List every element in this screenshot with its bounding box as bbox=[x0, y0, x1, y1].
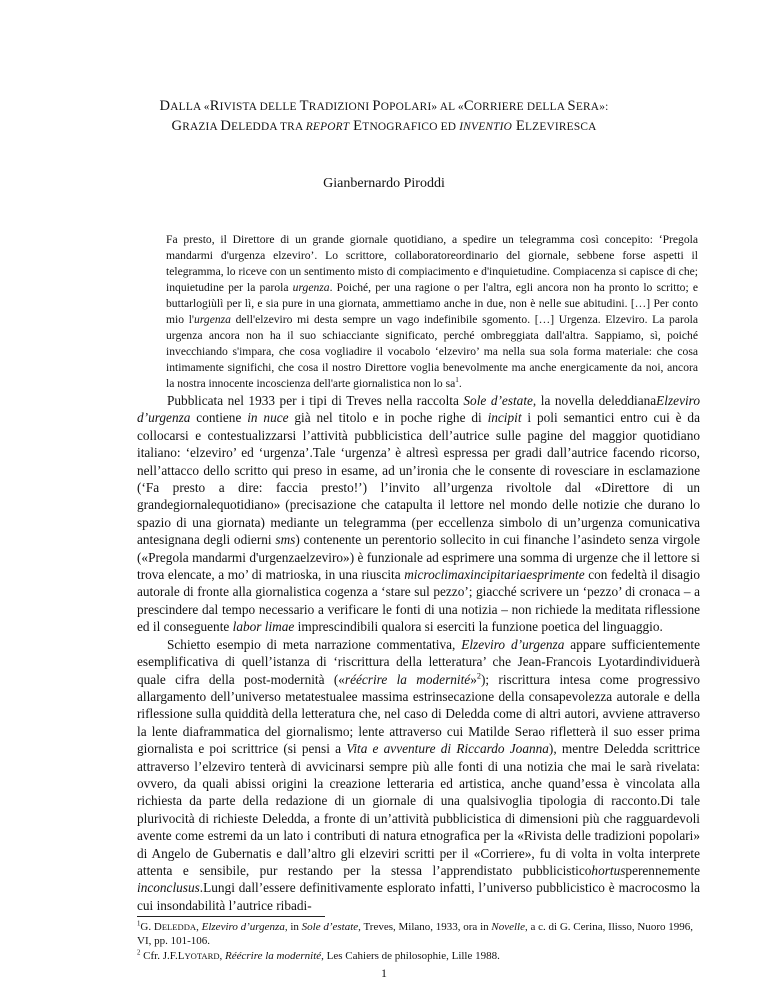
footnotes bbox=[137, 920, 700, 964]
footnote-number: 1 bbox=[137, 920, 141, 928]
body-text: contiene bbox=[190, 410, 248, 426]
author-name: Gianbernardo Piroddi bbox=[323, 176, 445, 191]
title-smallcaps: ORRIERE DELLA bbox=[473, 101, 568, 113]
footnote-ref-1[interactable]: 1 bbox=[455, 376, 459, 385]
footnote-text: D bbox=[153, 921, 162, 933]
body-text: Pubblicata nel 1933 per i tipi di Treves nella raccolta bbox=[167, 393, 464, 408]
body-text: appare sufficientemente esemplificativa di quell’istanza di ‘riscrittura della letteratura’ che Jean-Francois Lyotardindividuerà quale cifra della post-modernità (« bbox=[137, 636, 700, 687]
footnote-italic: Novelle bbox=[491, 921, 525, 933]
quote-text: Fa presto, il Direttore di un grande giornale quotidiano, a spedire un telegramma così concepito: ‘Pregola mandarmi d'urgenza elzeviro’. Lo scrittore, collaboratoreordinario del giornale, sebbene forse aspetti il telegramma, lo riceve con un sentimento misto di compiacimento e d'inquietudine. Compiacenza si capisce di che; inquietudine per la parola bbox=[166, 233, 698, 294]
title-smallcaps: LZEVIRESCA bbox=[525, 121, 597, 133]
quote-text: dell'elzeviro mi desta sempre un vago indefinibile sgomento. […] Urgenza. Elzeviro. La parola urgenza ancora non ha il suo schiacciante significato, perché ombreggiata dall'altra. Sappiamo, sì, poiché invecchiando s'impara, che cosa vogliadire il vocabolo ‘elzeviro’ ma nella sua sola forma materiale: che cosa intimamente significhi, che cosa il nostro Direttore voglia benevolmente ma anche energicamente da noi, ancora la nostra innocente incoscienza dell'arte giornalistica non lo sa bbox=[166, 313, 698, 390]
body-italic: réécrire la modernité bbox=[344, 671, 471, 687]
title-text: C bbox=[463, 98, 474, 114]
body-italic: sms bbox=[275, 532, 296, 548]
quote-text: . bbox=[458, 377, 462, 390]
body-italic: Sole d’estate bbox=[463, 393, 533, 408]
body-italic: Elzeviro d’urgenza bbox=[137, 393, 700, 426]
title-text: D bbox=[159, 98, 171, 114]
footnote-text: , a c. di G. Cerina, Ilisso, Nuoro 1996, VI, pp. 101-106. bbox=[137, 921, 694, 947]
footnote-smallcaps: ELEDDA bbox=[161, 922, 197, 932]
title-text: T bbox=[299, 98, 309, 114]
title-smallcaps: IVISTA DELLE bbox=[219, 101, 300, 113]
title-smallcaps: RADIZIONI bbox=[308, 101, 373, 113]
footnote-text: , Les Cahiers de philosophie, Lille 1988. bbox=[321, 950, 500, 962]
footnote-text: G. bbox=[140, 921, 154, 933]
body-text: imprescindibili qualora si eserciti la funzione poetica del linguaggio. bbox=[294, 619, 663, 635]
title-smallcaps: RAZIA bbox=[182, 121, 221, 133]
title-text: S bbox=[567, 98, 576, 114]
body-italic: Vita e avventure di Riccardo Joanna bbox=[346, 741, 549, 757]
body-text: ) contenente un perentorio sollecito in cui finanche l’asindeto senza virgole («Pregola mandarmi d'urgenzaelzeviro») è funzionale ad esprimere una somma di urgenze che il lettore si trova elencate, a mo’ di matrioska, in una riuscita bbox=[137, 532, 700, 583]
footnote-text: , bbox=[219, 950, 226, 962]
body-text: già nel titolo e in poche righe di bbox=[288, 410, 488, 426]
title-text: E bbox=[349, 118, 363, 134]
body-text: perennemente bbox=[625, 862, 700, 878]
body-italic: inconclusus bbox=[137, 880, 200, 896]
body-italic: in nuce bbox=[247, 410, 289, 426]
footnote-1 bbox=[137, 920, 700, 948]
body-italic: hortus bbox=[591, 862, 626, 878]
footnote-2 bbox=[137, 949, 700, 963]
title-smallcaps: TNOGRAFICO ED bbox=[362, 121, 460, 133]
body-text: Schietto esempio di meta narrazione commentativa, bbox=[167, 636, 462, 652]
quote-text: . Poiché, per una ragione o per l'altra, egli ancora non ha pronto lo scritto; e buttarlogiùlì per lì, e sia pure in una giornata, ammettiamo anche in due, non è nelle sue abitudini. […] Per conto mio l' bbox=[166, 281, 698, 326]
title-smallcaps: OPOLARI» AL « bbox=[380, 101, 464, 113]
title-text: E bbox=[512, 118, 526, 134]
title-text: P bbox=[372, 98, 381, 114]
body-italic: labor limae bbox=[232, 619, 295, 635]
page-number: 1 bbox=[381, 966, 387, 980]
title-smallcaps: ALLA « bbox=[170, 101, 210, 113]
title-text: G bbox=[171, 118, 183, 134]
footnote-number: 2 bbox=[137, 949, 141, 957]
article-body bbox=[137, 392, 700, 914]
footnote-text: , Treves, Milano, 1933, ora in bbox=[358, 921, 492, 933]
body-text: con fedeltà il disagio autorale di fronte alla giornalistica cogenza a ‘stare sul pezzo’; giacché scrivere un ‘pezzo’ di cronaca – a prescindere dal tempo necessario a verificare le fonti di una notizia – non richiede la meditata riflessione ed il conseguente bbox=[137, 567, 700, 635]
quote-italic: urgenza bbox=[292, 281, 330, 294]
article-title-line-2 bbox=[0, 117, 768, 136]
article-title-line-1 bbox=[0, 97, 768, 116]
title-text: D bbox=[220, 118, 232, 134]
title-smallcaps: ELEDDA TRA bbox=[231, 121, 306, 133]
footnote-smallcaps: YOTARD bbox=[184, 951, 220, 961]
title-smallcaps: ERA»: bbox=[575, 101, 609, 113]
title-italic: INVENTIO bbox=[459, 121, 513, 133]
footnote-divider bbox=[137, 916, 325, 917]
footnote-text: , in bbox=[284, 921, 302, 933]
footnote-italic: Réécrire la modernité bbox=[225, 950, 322, 962]
footnote-italic: Sole d’estate bbox=[301, 921, 359, 933]
footnote-text: L bbox=[177, 950, 185, 962]
body-italic: Elzeviro d’urgenza bbox=[461, 636, 565, 652]
body-text: .Lungi dall’essere definitivamente esplorato infatti, l’universo pubblicistico è macrocosmo la cui insondabilità l’autrice ribadi- bbox=[137, 880, 700, 913]
epigraph-quote bbox=[166, 232, 698, 392]
body-text: ); riscrittura intesa come progressivo allargamento dell’universo metatestualee massima estrinsecazione della consapevolezza autorale e della riflessione sulla quiddità della letteratura che, nel caso di Deledda come di altri autori, avviene attraverso la lente diaframmatica del giornalismo; lente attraverso cui Matilde Serao rifletterà il suo esser prima giornalista e poi scrittrice (si pensi a bbox=[137, 671, 700, 757]
body-text: i poli semantici entro cui è da collocarsi e contestualizzarsi l’attività pubblicistica dell’autrice sulle pagine del maggior quotidiano italiano: ‘elzeviro’ ed ‘urgenza’.Tale ‘urgenza’ è altresì espressa per gradi dall’autrice facendo ricorso, nell’attacco dello scritto qui preso in esame, ad un’ironia che le consente di rovesciare in esclamazione (‘Fa presto a dire: faccia presto!’) l’invito all’urgenza rivoltole dal «Direttore di un grandegiornalequotidiano» (precisazione che catapulta il lettore nel mondo delle notizie che durano lo spazio di una giornata) mediante un telegramma (per eccellenza simbolo di un’urgenza comunicativa antesignana degli odierni bbox=[137, 410, 700, 548]
footnote-text: Cfr. J.F. bbox=[140, 950, 178, 962]
footnote-text: , bbox=[196, 921, 202, 933]
body-text: , la novella deleddiana bbox=[532, 393, 657, 408]
body-text: ), mentre Deledda scrittrice attraverso l’elzeviro tenterà di avvicinarsi sempre più alle fonti di una notizia che mai le sarà rivelata: ovvero, da quali abissi origini la creazione letteraria ed artistica, anche quand’essa è vincolata alla richiesta da parte della redazione di un giornale di una qualsivoglia tipologia di racconto.Di tale plurivocità di richieste Deledda, a fronte di un’attività pubblicistica di dimensioni più che ragguardevoli avente come estremi da un lato i contributi di natura etnografica per la «Rivista delle tradizioni popolari» di Angelo de Gubernatis e dall’altro gli elzeviri scritti per il «Corriere», fu di volta in volta interprete attenta e sensibile, pur restando per la stessa l’apprendistato pubblicistico bbox=[137, 741, 700, 878]
footnote-italic: Elzeviro d’urgenza bbox=[201, 921, 285, 933]
footnote-ref-2[interactable]: 2 bbox=[476, 671, 481, 681]
body-italic: microclimaxincipitariaesprimente bbox=[404, 567, 585, 583]
title-italic: REPORT bbox=[305, 121, 350, 133]
paragraph-1 bbox=[137, 392, 700, 636]
title-text: R bbox=[209, 98, 220, 114]
body-italic: incipit bbox=[487, 410, 522, 426]
quote-italic: urgenza bbox=[194, 313, 231, 326]
body-text: » bbox=[470, 671, 477, 687]
paragraph-2 bbox=[137, 636, 700, 915]
